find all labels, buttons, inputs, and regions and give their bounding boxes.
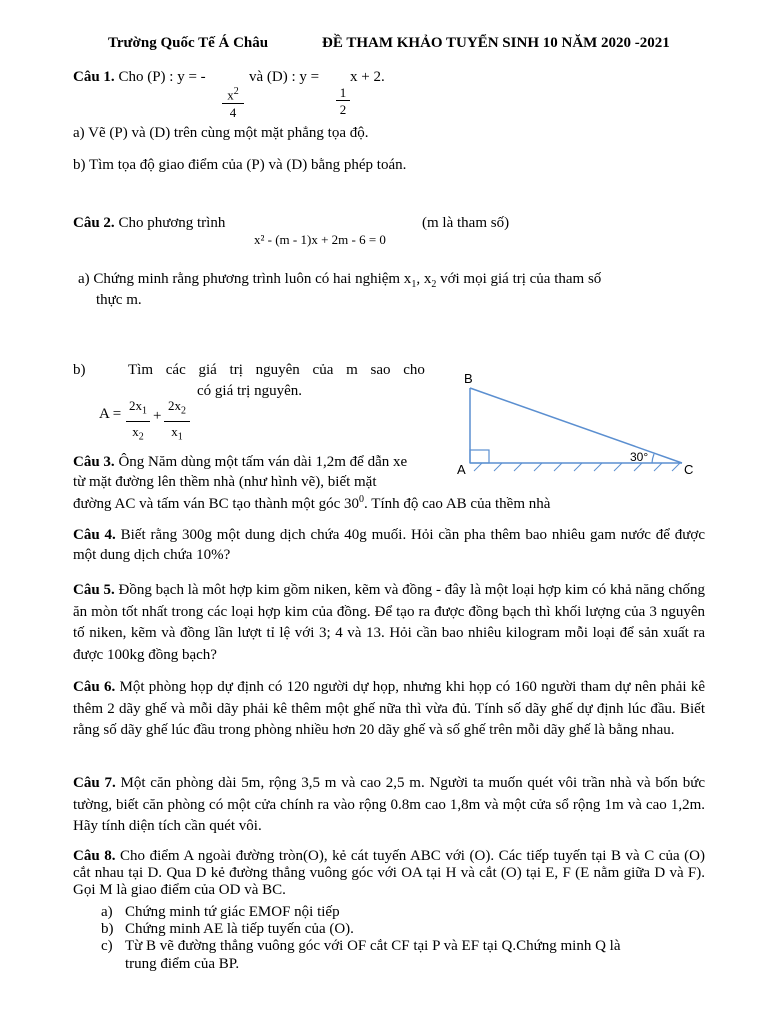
q1-p-fraction xyxy=(222,84,244,122)
question-4 xyxy=(73,525,705,565)
q2-a-sub2: 2 xyxy=(431,279,437,290)
ground-hatching xyxy=(474,463,680,471)
q2-part-a-line2: thực m. xyxy=(96,292,142,308)
formula-plus: + xyxy=(153,408,162,424)
q4-label: Câu 4. xyxy=(73,527,116,543)
q3-line1 xyxy=(73,454,407,471)
label-a: A xyxy=(457,462,466,477)
q3-line3-suffix: . Tính độ cao AB của thềm nhà xyxy=(364,496,551,512)
label-b: B xyxy=(464,371,473,386)
q3-label: Câu 3. xyxy=(73,454,115,470)
q1-d-denominator: 2 xyxy=(339,102,347,117)
f2-denominator: x xyxy=(171,423,178,439)
q2-line xyxy=(73,215,225,232)
q2-a-sub1: 1 xyxy=(411,279,417,290)
q6-label: Câu 6. xyxy=(73,679,116,695)
question-8 xyxy=(73,848,705,899)
ramp-triangle-diagram xyxy=(456,368,696,483)
exam-title: ĐỀ THAM KHẢO TUYỂN SINH 10 NĂM 2020 -2021 xyxy=(322,35,670,51)
q5-label: Câu 5. xyxy=(73,582,115,598)
q1-d-fraction xyxy=(336,86,350,119)
q1-d-numerator: 1 xyxy=(336,86,350,101)
q8-item-c-text: Từ B vẽ đường thẳng vuông góc với OF cắt CF tại P và EF tại Q.Chứng minh Q là xyxy=(125,938,621,954)
q1-p-numerator: x xyxy=(227,87,234,103)
q2-a-mid: , x xyxy=(416,271,432,287)
q1-mid: và (D) : y = xyxy=(249,69,320,85)
formula-fraction-1 xyxy=(126,397,150,447)
formula-a-lhs: A = xyxy=(99,406,122,422)
q1-p-exponent: 2 xyxy=(233,86,239,97)
q3-line2: từ mặt đường lên thềm nhà (như hình vẽ), biết mặt xyxy=(73,474,377,490)
q8-item-a-marker: a) xyxy=(101,904,113,920)
q2-a-suffix: với mọi giá trị của tham số xyxy=(436,271,602,287)
angle-arc xyxy=(652,454,654,463)
q7-text: Một căn phòng dài 5m, rộng 3,5 m và cao 2,5 m. Người ta muốn quét vôi trần nhà và bốn bức tường, biết căn phòng có một cửa chính ra vào rộng 0.8m cao 1,8m và một cửa sổ rộng 1m và cao 1,2m. Hãy tính diện tích cần quét vôi. xyxy=(73,775,705,834)
f1-numerator: 2x xyxy=(129,398,142,413)
q3-degree-sup: 0 xyxy=(359,494,365,505)
q2-part-a xyxy=(78,271,601,290)
q8-text: Cho điểm A ngoài đường tròn(O), kẻ cát tuyến ABC với (O). Các tiếp tuyến tại B và C của (O) cắt nhau tại D. Qua D kẻ đường thẳng vuông góc với OA tại H và cắt (O) tại E, F (E nằm giữa D và F). Gọi M là giao điểm của OD và BC. xyxy=(73,848,705,898)
f1-numerator-sub: 1 xyxy=(142,405,147,417)
f2-denominator-sub: 1 xyxy=(177,431,183,443)
q2-label: Câu 2. xyxy=(73,215,115,231)
q8-item-c-line2: trung điểm của BP. xyxy=(125,956,240,972)
q1-line xyxy=(73,69,206,86)
q5-text: Đồng bạch là môt hợp kim gồm niken, kẽm và đồng - đây là một loại hợp kim có khả năng chống ăn mòn tốt nhất trong các loại hợp kim của đồng. Để tạo ra được đồng bạch thì khối lượng của 3 nguyên tố niken, kẽm và đồng lần lượt tỉ lệ với 3; 4 và 13. Hỏi cần bao nhiêu kilogram mỗi loại để sản xuất ra được 100kg đồng bạch? xyxy=(73,582,705,663)
q6-text: Một phòng họp dự định có 120 người dự họp, nhưng khi họp có 160 người tham dự nên phải kê thêm 2 dãy ghế và mỗi dãy phải kê thêm một ghế nữa thì vừa đủ. Tính số dãy ghế dự định lúc đầu. Biết rằng số dãy ghế lúc đầu trong phòng nhiều hơn 20 dãy ghế và số ghế trên mỗi dãy ghế là bằng nhau. xyxy=(73,679,705,738)
label-angle: 30° xyxy=(630,450,649,464)
school-name: Trường Quốc Tế Á Châu xyxy=(108,35,269,51)
q8-item-c-marker: c) xyxy=(101,938,113,954)
q2-b-label: b) xyxy=(73,362,86,378)
q1-part-a: a) Vẽ (P) và (D) trên cùng một mặt phẳng tọa độ. xyxy=(73,125,369,141)
q3-line3 xyxy=(73,494,550,513)
q1-intro: Cho (P) : y = - xyxy=(118,69,206,85)
right-angle-marker xyxy=(470,450,489,463)
q1-label: Câu 1. xyxy=(73,69,115,85)
formula-fraction-2 xyxy=(164,397,190,447)
q4-text: Biết rằng 300g một dung dịch chứa 40g muối. Hỏi cần pha thêm bao nhiêu gam nước để được một dung dịch chứa 10%? xyxy=(73,527,705,563)
q8-item-b-text: Chứng minh AE là tiếp tuyến của (O). xyxy=(125,921,354,937)
question-7 xyxy=(73,773,705,838)
q2-equation: x² - (m - 1)x + 2m - 6 = 0 xyxy=(254,232,386,247)
question-6 xyxy=(73,677,705,742)
f1-denominator: x xyxy=(132,423,139,439)
f2-numerator-sub: 2 xyxy=(181,405,186,417)
q1-part-b: b) Tìm tọa độ giao điểm của (P) và (D) bằng phép toán. xyxy=(73,157,407,173)
q8-item-b-marker: b) xyxy=(101,921,114,937)
q2-a-prefix: a) Chứng minh rằng phương trình luôn có hai nghiệm x xyxy=(78,271,412,287)
side-bc xyxy=(470,388,682,463)
q8-item-a-text: Chứng minh tứ giác EMOF nội tiếp xyxy=(125,904,340,920)
label-c: C xyxy=(684,462,694,477)
q3-line1-text: Ông Năm dùng một tấm ván dài 1,2m để dẫn xe xyxy=(118,454,408,470)
question-5 xyxy=(73,580,705,666)
f1-denominator-sub: 2 xyxy=(138,431,144,443)
q2-intro: Cho phương trình xyxy=(118,215,226,231)
q1-p-denominator: 4 xyxy=(229,105,237,121)
q7-label: Câu 7. xyxy=(73,775,116,791)
q1-tail: x + 2. xyxy=(350,69,385,85)
q8-label: Câu 8. xyxy=(73,848,116,864)
q2-param-note: (m là tham số) xyxy=(422,215,510,231)
q2-b-text2: có giá trị nguyên. xyxy=(197,383,302,399)
q3-line3-prefix: đường AC và tấm ván BC tạo thành một góc 30 xyxy=(73,496,360,512)
f2-numerator: 2x xyxy=(168,398,181,413)
q2-b-text: Tìm các giá trị nguyên của m sao cho xyxy=(128,362,425,378)
